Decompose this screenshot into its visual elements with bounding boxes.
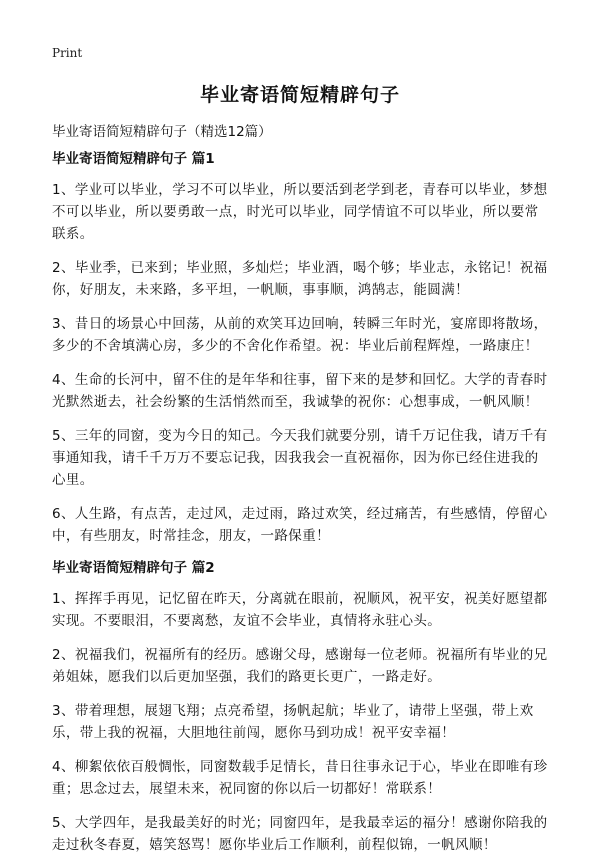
page-subtitle: 毕业寄语简短精辟句子（精选12篇） [52, 124, 272, 140]
paragraph: 3、带着理想，展翅飞翔；点亮希望，扬帆起航；毕业了，请带上坚强，带上欢乐，带上我的祝福，大胆地往前闯，愿你马到功成！祝平安幸福！ [52, 703, 534, 741]
paragraph: 2、毕业季，已来到；毕业照，多灿烂；毕业酒，喝个够；毕业志，永铭记！祝福你，好朋友，未来路，多平坦，一帆顺，事事顺，鸿鹄志，能圆满！ [52, 260, 548, 298]
section-heading: 毕业寄语简短精辟句子 篇2 [52, 560, 215, 576]
paragraph: 4、生命的长河中，留不住的是年华和往事，留下来的是梦和回忆。大学的青春时光默然逝去，社会纷繁的生活悄然而至，我诚挚的祝你：心想事成，一帆风顺！ [52, 372, 548, 410]
paragraph: 1、挥挥手再见，记忆留在昨天，分离就在眼前，祝顺风，祝平安，祝美好愿望都实现。不要眼泪，不要离愁，友谊不会毕业，真情将永驻心头。 [52, 591, 548, 629]
paragraph: 3、昔日的场景心中回荡，从前的欢笑耳边回响，转瞬三年时光，宴席即将散场，多少的不舍填满心房，多少的不舍化作希望。祝：毕业后前程辉煌，一路康庄！ [52, 316, 548, 354]
paragraph: 1、学业可以毕业，学习不可以毕业，所以要活到老学到老，青春可以毕业，梦想不可以毕业，所以要勇敢一点，时光可以毕业，同学情谊不可以毕业，所以要常联系。 [52, 182, 548, 242]
paragraph: 4、柳絮依依百般惆怅，同窗数载手足情长，昔日往事永记于心，毕业在即唯有珍重；思念过去，展望未来，祝同窗的你以后一切都好！常联系！ [52, 759, 548, 797]
page-title: 毕业寄语简短精辟句子 [199, 84, 400, 106]
paragraph: 5、三年的同窗，变为今日的知己。今天我们就要分别，请千万记住我，请万千有事通知我，请千千万万不要忘记我，因我我会一直祝福你，因为你已经住进我的心里。 [52, 428, 548, 488]
section-2 [52, 559, 552, 856]
section-heading: 毕业寄语简短精辟句子 篇1 [52, 151, 215, 167]
paragraph: 6、人生路，有点苦，走过风，走过雨，路过欢笑，经过痛苦，有些感情，停留心中，有些朋友，时常挂念，朋友，一路保重！ [52, 506, 548, 544]
document-body [52, 150, 552, 868]
section-1 [52, 150, 552, 547]
paragraph: 5、大学四年，是我最美好的时光；同窗四年，是我最幸运的福分！感谢你陪我的走过秋冬春夏，嬉笑怒骂！愿你毕业后工作顺利，前程似锦，一帆风顺！ [52, 815, 548, 853]
paragraph: 2、祝福我们，祝福所有的经历。感谢父母，感谢每一位老师。祝福所有毕业的兄弟姐妹，愿我们以后更加坚强，我们的路更长更广，一路走好。 [52, 647, 548, 685]
print-label[interactable]: Print [52, 46, 83, 60]
